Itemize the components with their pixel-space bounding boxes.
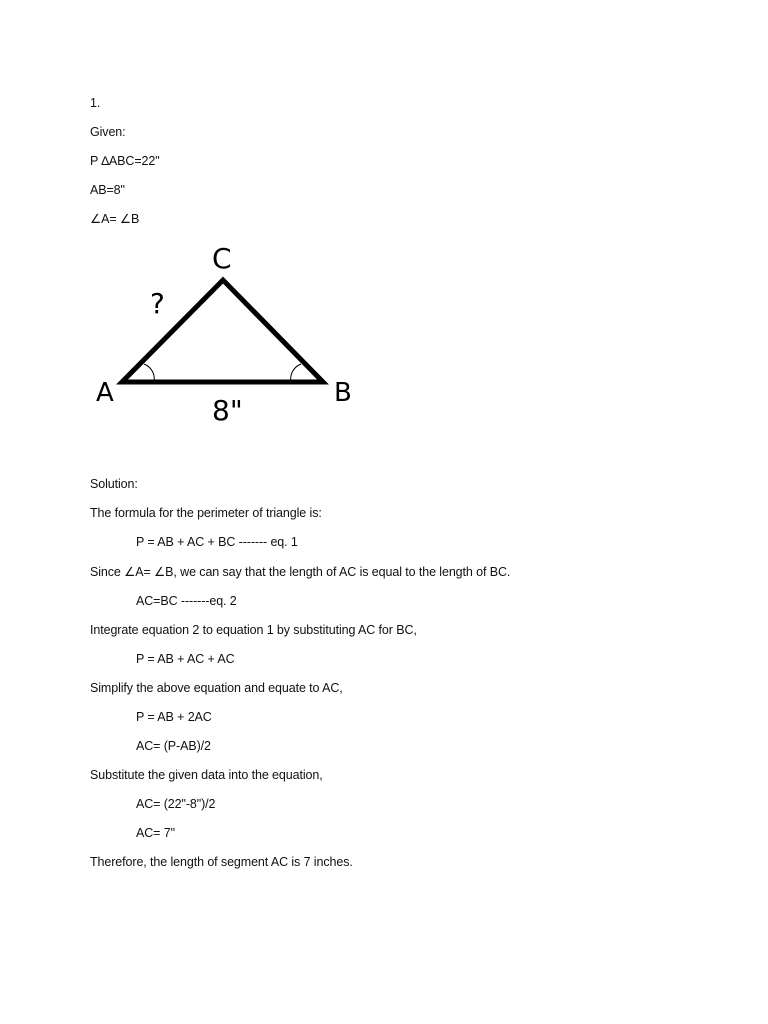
side-ac-label: ? xyxy=(150,287,165,320)
conclusion: Therefore, the length of segment AC is 7 inches. xyxy=(90,855,353,869)
solution-step-4: Simplify the above equation and equate to AC, xyxy=(90,681,343,695)
equation-7: AC= 7" xyxy=(136,826,175,840)
equation-6: AC= (22"-8")/2 xyxy=(136,797,216,811)
equation-3: P = AB + AC + AC xyxy=(136,652,235,666)
solution-step-1: The formula for the perimeter of triangle is: xyxy=(90,506,322,520)
vertex-b-label: B xyxy=(334,378,352,408)
equation-4: P = AB + 2AC xyxy=(136,710,212,724)
given-angles: ∠A= ∠B xyxy=(90,212,140,226)
given-heading: Given: xyxy=(90,125,126,139)
equation-5: AC= (P-AB)/2 xyxy=(136,739,211,753)
equation-1: P = AB + AC + BC ------- eq. 1 xyxy=(136,535,298,549)
equation-2: AC=BC -------eq. 2 xyxy=(136,594,237,608)
solution-heading: Solution: xyxy=(90,477,138,491)
vertex-c-label: C xyxy=(212,242,232,275)
given-perimeter: P ∆ABC=22" xyxy=(90,154,160,168)
problem-number: 1. xyxy=(90,96,101,110)
given-ab: AB=8" xyxy=(90,183,125,197)
solution-step-5: Substitute the given data into the equation, xyxy=(90,768,323,782)
solution-step-3: Integrate equation 2 to equation 1 by substituting AC for BC, xyxy=(90,623,417,637)
solution-step-2: Since ∠A= ∠B, we can say that the length of AC is equal to the length of BC. xyxy=(90,565,511,579)
side-ab-label: 8" xyxy=(212,394,243,427)
vertex-a-label: A xyxy=(96,378,114,408)
angle-b-arc xyxy=(291,364,301,382)
triangle-figure xyxy=(0,0,768,460)
angle-a-arc xyxy=(144,364,154,382)
